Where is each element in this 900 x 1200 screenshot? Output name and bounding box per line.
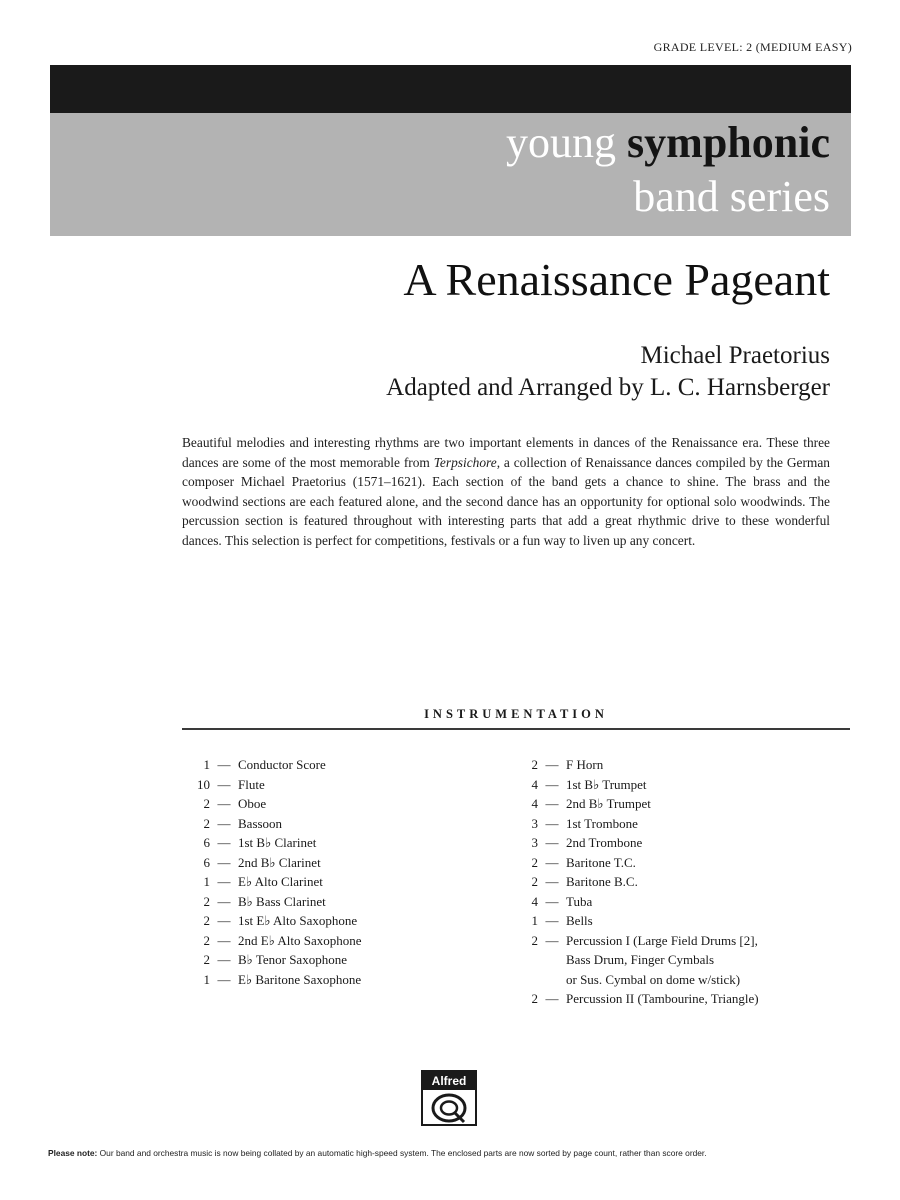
instrument-part [566, 775, 850, 795]
instrument-part-name: 2nd B♭ Trumpet [566, 796, 651, 811]
instrument-quantity: 6 [203, 854, 210, 870]
instrument-part [566, 872, 850, 892]
instrument-part-name: E♭ Alto Clarinet [238, 874, 323, 889]
instrument-part [566, 892, 850, 912]
instrument-dash: — [217, 874, 231, 889]
instrument-quantity: 4 [531, 776, 538, 792]
instrument-part-name: 1st Trombone [566, 815, 638, 831]
instrument-part-name: B♭ Bass Clarinet [238, 893, 326, 909]
instrument-part-name: Bassoon [238, 815, 283, 831]
instrument-part-name: 2nd B♭ Clarinet [238, 854, 321, 870]
instrument-dash: — [217, 796, 231, 811]
instrument-part [238, 775, 482, 795]
instrument-part-name: 1st B♭ Clarinet [238, 835, 317, 850]
instrument-dash: — [545, 796, 559, 811]
instrument-part-name: Baritone T.C. [566, 854, 636, 870]
instrument-part-name: 1st B♭ Trumpet [566, 776, 647, 792]
instrument-row [510, 911, 850, 931]
instrument-dash: — [545, 893, 559, 909]
instrument-dash: — [545, 991, 559, 1006]
instrument-part [238, 755, 482, 775]
instrument-row [182, 872, 482, 892]
instrument-dash: — [545, 932, 559, 948]
footnote-label: Please note: [48, 1148, 98, 1158]
instrument-row [182, 970, 482, 990]
instrument-quantity: 1 [203, 874, 210, 889]
instrument-dash: — [545, 835, 559, 850]
instrument-part [238, 970, 482, 990]
instrument-part [566, 814, 850, 834]
description-text-start: Beautiful melodies and interesting rhythms are two important elements in dances of the Renaissance era. These three dances are some of the most memorable from [182, 435, 830, 470]
instrument-dash: — [545, 757, 559, 772]
instrument-row [182, 950, 482, 970]
instrument-dash: — [217, 776, 231, 792]
instrument-part-name: B♭ Tenor Saxophone [238, 952, 347, 967]
instrument-part [566, 853, 850, 873]
series-title-line2: band series [633, 172, 830, 221]
instrument-part [238, 950, 482, 970]
description [182, 433, 830, 550]
alfred-logo-mark-icon [429, 1092, 469, 1124]
instrument-dash: — [217, 815, 231, 831]
instrument-dash: — [217, 932, 231, 948]
instrument-row [182, 853, 482, 873]
instrument-row [510, 755, 850, 775]
series-title-line1 [506, 118, 830, 168]
instrumentation-divider [182, 728, 850, 730]
header-black-bar [50, 65, 851, 113]
instrument-row [510, 775, 850, 795]
instrument-dash: — [217, 893, 231, 909]
instrument-quantity: 2 [203, 796, 210, 811]
instrument-quantity: 2 [203, 893, 210, 909]
instrument-part-name: 1st E♭ Alto Saxophone [238, 913, 358, 928]
instrument-part [566, 911, 850, 931]
instrument-part-name: Oboe [238, 796, 267, 811]
instrument-quantity: 2 [531, 932, 538, 948]
instrumentation-list-right [510, 755, 850, 1009]
instrument-dash: — [217, 971, 231, 987]
instrument-row [510, 853, 850, 873]
piece-title: A Renaissance Pageant [403, 254, 830, 305]
instrument-part-continuation: or Sus. Cymbal on dome w/stick) [566, 971, 741, 987]
instrument-part [238, 872, 482, 892]
instrument-row [510, 989, 850, 1009]
instrument-dash: — [545, 776, 559, 792]
instrument-quantity: 1 [203, 757, 210, 772]
instrument-part-name: Bells [566, 913, 593, 928]
alfred-logo [421, 1070, 477, 1126]
footnote-text: Our band and orchestra music is now being collated by an automatic high-speed system. The enclosed parts are now sorted by page count, rather than score order. [97, 1148, 707, 1158]
series-word-symphonic: symphonic [627, 118, 830, 167]
instrument-part [566, 755, 850, 775]
instrument-part-name: Tuba [566, 893, 593, 909]
description-text-end: , a collection of Renaissance dances compiled by the German composer Michael Praetorius (1571–1621). Each section of the band gets a chance to shine. The brass and the woodwind sections are each featured alone, and the second dance has an opportunity for optional solo woodwinds. The percussion section is featured throughout with interesting parts that add a great rhythmic drive to these wonderful dances. This selection is perfect for competitions, festivals or a fun way to liven up any concert. [182, 454, 830, 548]
instrument-quantity: 2 [531, 757, 538, 772]
instrument-row [510, 833, 850, 853]
instrument-part-continuation: Bass Drum, Finger Cymbals [566, 952, 715, 967]
instrument-quantity: 10 [197, 776, 210, 792]
instrument-quantity: 2 [203, 913, 210, 928]
instrument-part [566, 833, 850, 853]
instrument-dash: — [217, 952, 231, 967]
instrument-row [182, 814, 482, 834]
description-italic-title: Terpsichore [433, 454, 497, 470]
instrument-part-name: 2nd E♭ Alto Saxophone [238, 932, 362, 948]
instrument-part-name: Baritone B.C. [566, 874, 638, 889]
instrument-row [182, 833, 482, 853]
instrument-part-name: Conductor Score [238, 757, 326, 772]
instrument-row [510, 931, 850, 990]
instrument-row [510, 872, 850, 892]
instrument-part [238, 931, 482, 951]
instrument-part-name: Percussion II (Tambourine, Triangle) [566, 991, 759, 1006]
instrument-quantity: 2 [531, 874, 538, 889]
instrument-row [182, 775, 482, 795]
instrument-part [238, 911, 482, 931]
instrument-part [566, 931, 850, 990]
series-word-young: young [506, 118, 617, 167]
instrumentation-list-left [182, 755, 482, 989]
instrument-row [182, 755, 482, 775]
alfred-logo-text: Alfred [423, 1072, 475, 1090]
instrument-row [182, 931, 482, 951]
instrument-quantity: 3 [531, 815, 538, 831]
instrument-quantity: 1 [531, 913, 538, 928]
instrument-quantity: 6 [203, 835, 210, 850]
instrument-part-name: 2nd Trombone [566, 835, 643, 850]
instrument-row [182, 892, 482, 912]
instrument-quantity: 2 [203, 932, 210, 948]
instrument-quantity: 2 [203, 815, 210, 831]
instrument-dash: — [545, 854, 559, 870]
composer: Michael Praetorius [640, 342, 830, 369]
instrument-part [238, 794, 482, 814]
instrument-quantity: 4 [531, 893, 538, 909]
instrument-dash: — [217, 835, 231, 850]
instrument-part-name: Percussion I (Large Field Drums [2], [566, 932, 758, 948]
instrument-part [238, 892, 482, 912]
instrument-quantity: 2 [203, 952, 210, 967]
grade-level: GRADE LEVEL: 2 (MEDIUM EASY) [653, 40, 852, 54]
collation-footnote [48, 1148, 854, 1158]
instrument-dash: — [217, 757, 231, 772]
instrument-part-name: F Horn [566, 757, 604, 772]
instrument-dash: — [217, 854, 231, 870]
instrument-row [182, 911, 482, 931]
instrumentation-heading: INSTRUMENTATION [424, 707, 608, 721]
instrument-part [238, 814, 482, 834]
instrument-dash: — [217, 913, 231, 928]
instrument-quantity: 2 [531, 991, 538, 1006]
instrument-part-name: E♭ Baritone Saxophone [238, 971, 362, 987]
instrument-dash: — [545, 874, 559, 889]
instrument-row [182, 794, 482, 814]
instrument-part [566, 794, 850, 814]
instrument-row [510, 794, 850, 814]
instrument-quantity: 1 [203, 971, 210, 987]
instrument-row [510, 814, 850, 834]
instrument-part-name: Flute [238, 776, 265, 792]
instrument-quantity: 4 [531, 796, 538, 811]
instrument-quantity: 3 [531, 835, 538, 850]
instrument-row [510, 892, 850, 912]
arranger: Adapted and Arranged by L. C. Harnsberger [386, 374, 830, 401]
instrument-dash: — [545, 913, 559, 928]
instrument-part [566, 989, 850, 1009]
instrument-dash: — [545, 815, 559, 831]
instrument-quantity: 2 [531, 854, 538, 870]
instrument-part [238, 833, 482, 853]
instrument-part [238, 853, 482, 873]
